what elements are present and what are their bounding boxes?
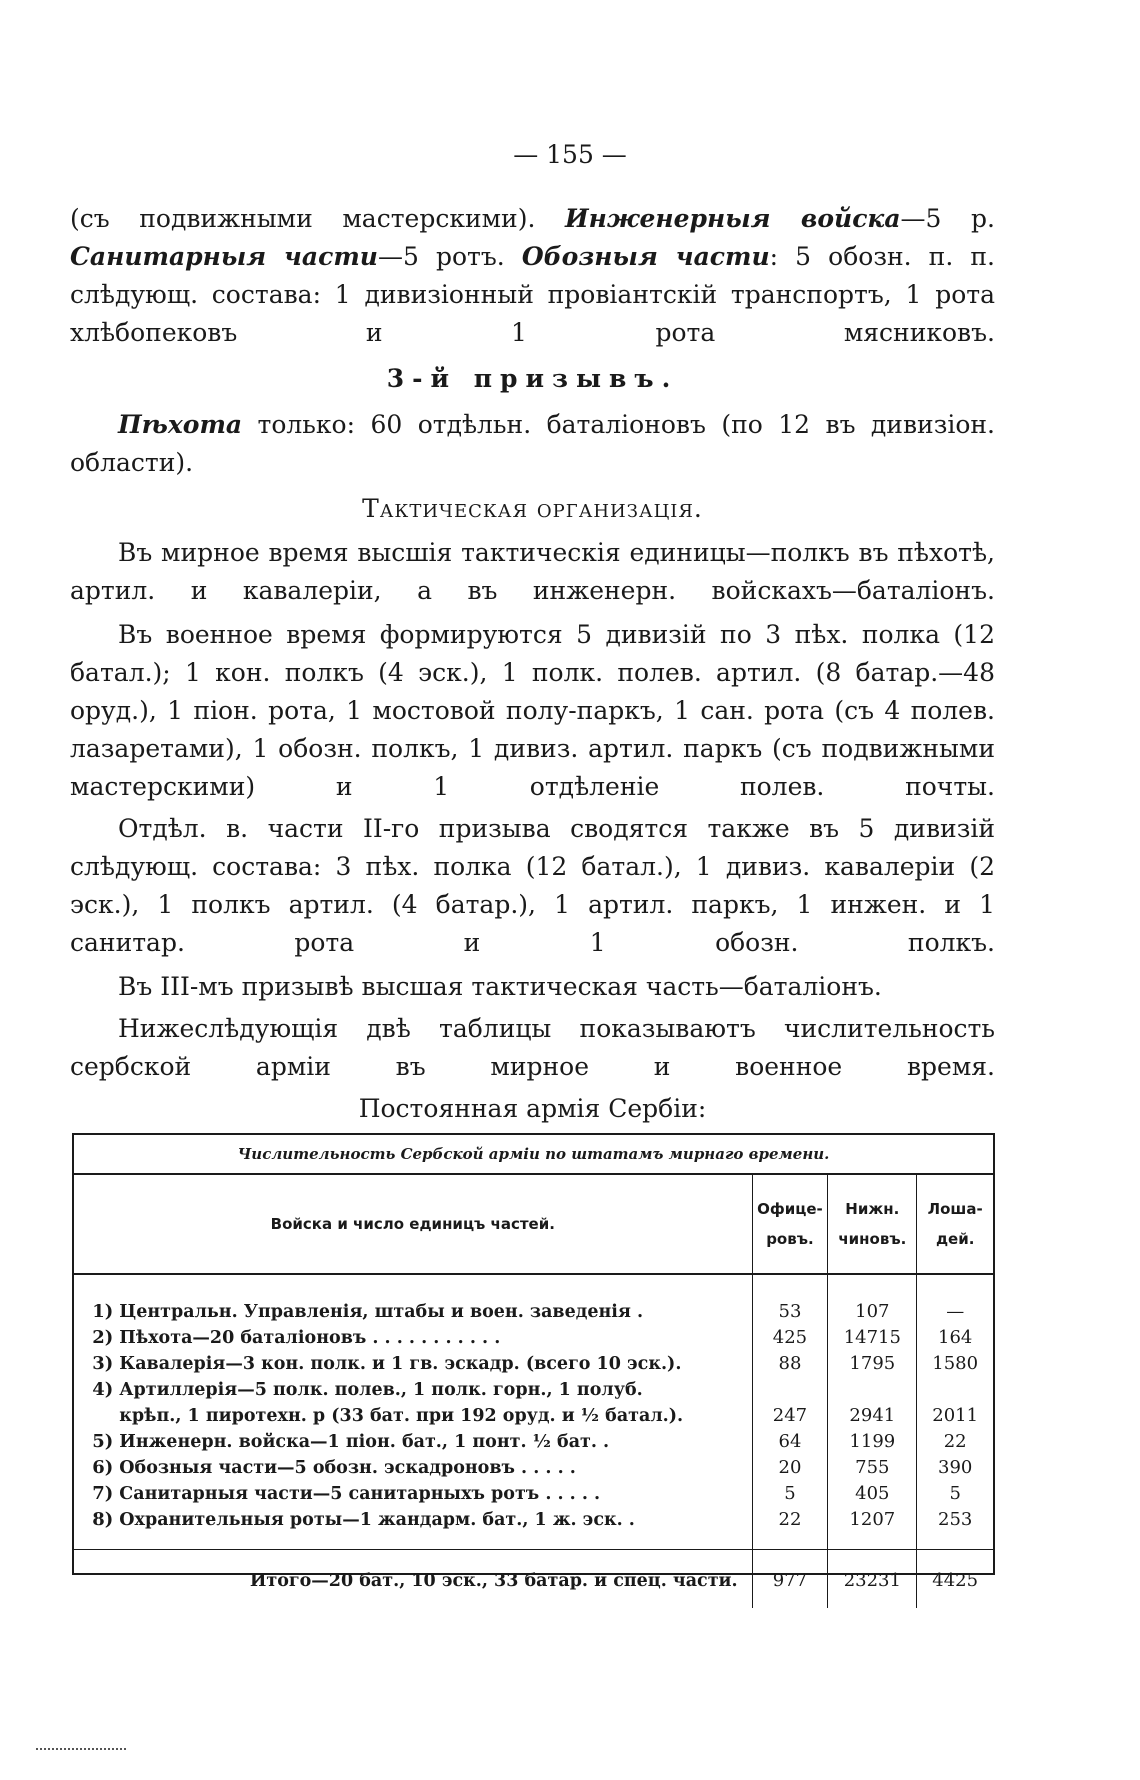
row-lower-ranks: 755 [828,1455,917,1481]
term-sanitary: Санитарныя части [70,242,378,271]
text-segment: —5 р. [900,204,995,233]
row-officers: 22 [752,1507,828,1533]
row-horses: 164 [917,1325,993,1351]
row-description: Охранительныя роты—1 жандарм. бат., 1 ж. эск. . [119,1510,635,1530]
paragraph-units-continued [70,200,995,352]
header-horses-line2: дей. [935,1230,975,1248]
table-row [74,1403,993,1429]
table-header-row [74,1175,993,1274]
row-description: Санитарныя части—5 санитарныхъ ротъ . . . . . [119,1484,601,1504]
row-lower-ranks: 2941 [828,1403,917,1429]
heading-third-levy: 3-й призывъ. [386,364,679,393]
table-row [74,1481,993,1507]
paragraph-infantry [70,406,995,482]
table-row [74,1507,993,1533]
row-description: Артиллерія—5 полк. полев., 1 полк. горн., 1 полуб. [119,1380,643,1400]
row-horses: 5 [917,1481,993,1507]
row-horses: 390 [917,1455,993,1481]
row-officers: 53 [752,1274,828,1325]
row-horses: 22 [917,1429,993,1455]
header-lower-line2: чиновъ. [838,1230,907,1248]
row-lower-ranks: 1199 [828,1429,917,1455]
row-index: 6) [92,1457,114,1478]
total-lower-ranks: 23231 [828,1550,917,1609]
text-segment: только: 60 отдѣльн. баталіоновъ (по 12 въ дивизіон. области). [70,410,995,477]
header-horses-line1: Лоша- [927,1200,983,1218]
table-row [74,1351,993,1377]
table-row [74,1429,993,1455]
row-index: 1) [92,1301,114,1322]
row-description: Обозныя части—5 обозн. эскадроновъ . . . . . [119,1458,576,1478]
total-description: Итого—20 бат., 10 эск., 33 батар. и спец. части. [74,1550,752,1609]
header-horses [917,1175,993,1274]
row-officers: 425 [752,1325,828,1351]
table-caption: Числительность Сербской арміи по штатамъ мирнаго времени. [74,1135,993,1175]
total-horses: 4425 [917,1550,993,1609]
row-horses: — [917,1274,993,1325]
margin-mark [36,1748,126,1750]
table-row [74,1377,993,1403]
row-description: Инженерн. войска—1 піон. бат., 1 понт. ½ бат. . [119,1432,610,1452]
row-officers: 88 [752,1351,828,1377]
row-lower-ranks: 107 [828,1274,917,1325]
header-officers [752,1175,828,1274]
heading-standing-army: Постоянная армія Сербіи: [358,1094,707,1123]
header-units: Войска и число единицъ частей. [74,1175,752,1274]
paragraph-wartime: Въ военное время формируются 5 дивизій по 3 пѣх. полка (12 батал.); 1 кон. полкъ (4 эск.), 1 полк. полев. артил. (8 батар.—48 оруд.), 1 піон. рота, 1 мостовой полу-паркъ, 1 сан. рота (съ 4 полев. лазаретами), 1 обозн. полкъ, 1 дивиз. артил. паркъ (съ подвижными мастерскими) и 1 отдѣленіе полев. почты. [70,620,995,801]
table-row [74,1455,993,1481]
row-index: 8) [92,1509,114,1530]
total-officers: 977 [752,1550,828,1609]
heading-tactical-organization: Тактическая организація. [362,494,703,523]
text-segment: : 5 обозн. п. п. слѣдующ. состава: 1 дивизіонный провіантскій транспортъ, 1 рота хлѣбопековъ и 1 рота мясниковъ. [70,242,996,347]
row-officers: 247 [752,1403,828,1429]
row-lower-ranks: 1795 [828,1351,917,1377]
text-segment: (съ подвижными мастерскими). [70,204,536,233]
row-description: Пѣхота—20 баталіоновъ . . . . . . . . . . . [119,1328,501,1348]
term-transport: Обозныя части [521,242,770,271]
army-strength-table [72,1133,995,1591]
row-index: 5) [92,1431,114,1452]
text-segment: —5 ротъ. [377,242,505,271]
paragraph-third-levy: Въ III-мъ призывѣ высшая тактическая часть—баталіонъ. [118,972,882,1001]
term-infantry: Пѣхота [118,410,243,439]
row-index: 3) [92,1353,114,1374]
row-horses: 253 [917,1507,993,1533]
row-officers: 64 [752,1429,828,1455]
row-index: 4) [92,1379,114,1400]
header-lower-ranks [828,1175,917,1274]
row-horses: 2011 [917,1403,993,1429]
paragraph-peacetime: Въ мирное время высшія тактическія единицы—полкъ въ пѣхотѣ, артил. и кавалеріи, а въ инженерн. войскахъ—баталіонъ. [70,538,995,605]
table-total-row [74,1550,993,1609]
header-lower-line1: Нижн. [845,1200,900,1218]
paragraph-tables-intro: Нижеслѣдующія двѣ таблицы показываютъ числительность сербской арміи въ мирное и военное время. [70,1014,995,1081]
row-description: Кавалерія—3 кон. полк. и 1 гв. эскадр. (всего 10 эск.). [119,1354,682,1374]
row-lower-ranks: 405 [828,1481,917,1507]
term-engineers: Инженерныя войска [565,204,901,233]
row-officers: 20 [752,1455,828,1481]
row-description-continued: крѣп., 1 пиротехн. р (33 бат. при 192 оруд. и ½ батал.). [119,1406,684,1426]
row-index: 7) [92,1483,114,1504]
table-row [74,1325,993,1351]
row-lower-ranks: 14715 [828,1325,917,1351]
page-number: — 155 — [513,140,627,169]
strength-table-grid [74,1175,993,1608]
table-row [74,1274,993,1325]
paragraph-second-levy: Отдѣл. в. части II-го призыва сводятся также въ 5 дивизій слѣдующ. состава: 3 пѣх. полка (12 батал.), 1 дивиз. кавалеріи (2 эск.), 1 полкъ артил. (4 батар.), 1 артил. паркъ, 1 инжен. и 1 санитар. рота и 1 обозн. полкъ. [70,814,995,957]
row-index: 2) [92,1327,114,1348]
header-officers-line1: Офице- [757,1200,823,1218]
header-officers-line2: ровъ. [766,1230,814,1248]
row-lower-ranks: 1207 [828,1507,917,1533]
row-horses: 1580 [917,1351,993,1377]
row-officers: 5 [752,1481,828,1507]
row-description: Центральн. Управленія, штабы и воен. заведенія . [119,1302,644,1322]
